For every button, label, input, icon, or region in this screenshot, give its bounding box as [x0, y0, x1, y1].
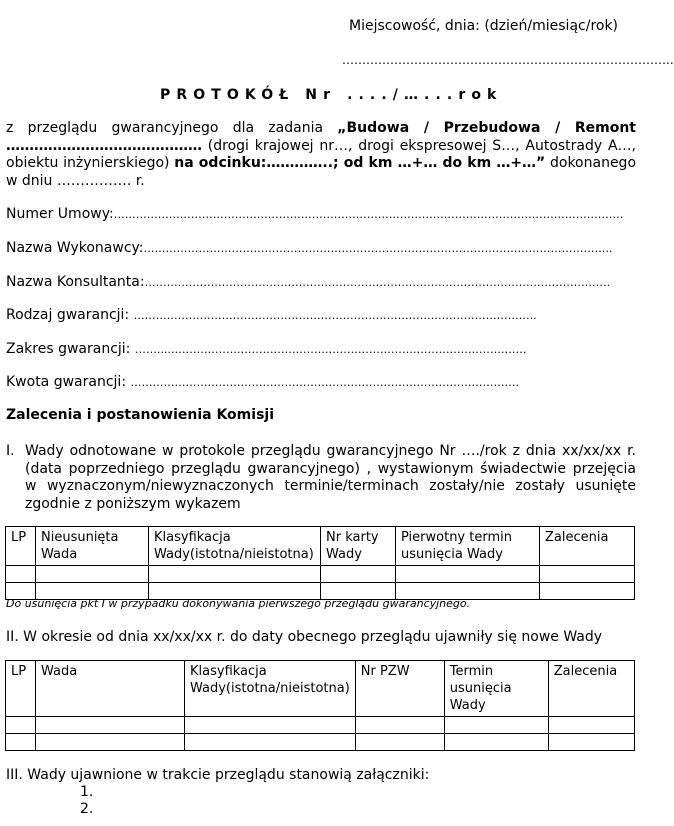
- field-guarantee-type: [6, 307, 537, 323]
- field-dots: ……....…………………………………………………………………………………….: [134, 343, 527, 356]
- list-item: 1.: [80, 784, 94, 800]
- section-2: II. W okresie od dnia xx/xx/xx r. do daty obecnego przeglądu ujawniły się nowe Wady: [6, 629, 603, 645]
- field-dots: ……………………………………………………………………………………………………………….: [144, 276, 611, 289]
- first-review-note: Do usunięcia pkt I w przypadku dokonywania pierwszego przeglądu gwarancyjnego.: [6, 597, 471, 610]
- place-date-dots: ………………………………………………………………………..: [342, 53, 674, 67]
- intro-text-2: (drogi krajowej nr…, drogi ekspresowej S…, Autostrady A…, obiektu inżynierskiego): [6, 137, 636, 171]
- intro-paragraph: [6, 120, 636, 190]
- list-item: 2.: [80, 801, 94, 817]
- commission-heading: Zalecenia i postanowienia Komisji: [6, 407, 274, 423]
- field-contract-number: [6, 206, 623, 222]
- field-label: Nazwa Wykonawcy:: [6, 240, 144, 256]
- table-row: [6, 566, 635, 583]
- place-date-line: Miejscowość, dnia: (dzień/miesiąc/rok): [349, 18, 619, 34]
- table-row: [6, 734, 635, 751]
- field-label: Rodzaj gwarancji:: [6, 307, 134, 323]
- table-header-cell: Termin usunięcia Wady: [444, 661, 548, 717]
- field-label: Kwota gwarancji:: [6, 374, 131, 390]
- table-header-cell: Nieusunięta Wada: [36, 527, 149, 566]
- field-dots: ………………………………………………………………………………………………………………………….: [113, 208, 624, 221]
- field-dots: …………………………………………………………………………………………….: [130, 376, 519, 389]
- table-header-cell: Nr karty Wady: [321, 527, 396, 566]
- section-1: [6, 443, 636, 513]
- field-label: Numer Umowy:: [6, 206, 114, 222]
- new-defects-table: [5, 660, 635, 751]
- intro-text-1: z przeglądu gwarancyjnego dla zadania: [6, 120, 338, 136]
- section-1-text: Wady odnotowane w protokole przeglądu gwarancyjnego Nr …./rok z dnia xx/xx/xx r. (data poprzedniego przeglądu gwarancyjnego) , wystawionym świadectwie przejęcia w wyznaczonym/niewyznaczonych terminie/terminach zostały/nie zostały usunięte zgodnie z poniższym wykazem: [25, 443, 636, 512]
- table-header-cell: Zalecenia: [548, 661, 634, 717]
- field-guarantee-scope: [6, 341, 526, 357]
- field-contractor-name: [6, 240, 613, 256]
- field-label: Zakres gwarancji:: [6, 341, 135, 357]
- table-header-cell: Nr PZW: [355, 661, 444, 717]
- field-consultant-name: [6, 274, 610, 290]
- section-1-number: I.: [6, 443, 15, 459]
- table-row: [6, 717, 635, 734]
- field-dots: ………………………………………………………………………………………………..: [133, 309, 537, 322]
- table-header-cell: LP: [6, 661, 36, 717]
- field-guarantee-amount: [6, 374, 519, 390]
- field-label: Nazwa Konsultanta:: [6, 274, 145, 290]
- table-header-cell: LP: [6, 527, 36, 566]
- intro-text-3: dokonanego w dniu ……………. r.: [6, 155, 637, 189]
- table-header-cell: Zalecenia: [540, 527, 635, 566]
- intro-section-range: na odcinku:…………..; od km …+… do km …+…”: [174, 155, 546, 171]
- table-header-cell: Klasyfikacja Wady(istotna/nieistotna): [185, 661, 356, 717]
- unremoved-defects-table: [5, 526, 635, 600]
- table-header-row: [6, 527, 635, 566]
- intro-task-name: „Budowa / Przebudowa / Remont ……………………………………: [6, 120, 636, 154]
- section-3: III. Wady ujawnione w trakcie przeglądu stanowią załączniki:: [6, 767, 430, 783]
- table-header-cell: Wada: [36, 661, 185, 717]
- table-header-row: [6, 661, 635, 717]
- protocol-title: PROTOKÓŁ Nr ..../…...rok: [160, 87, 503, 103]
- field-dots: ………………………………………………………………………………………………………………..: [143, 242, 613, 255]
- table-header-cell: Klasyfikacja Wady(istotna/nieistotna): [149, 527, 321, 566]
- table-header-cell: Pierwotny termin usunięcia Wady: [396, 527, 540, 566]
